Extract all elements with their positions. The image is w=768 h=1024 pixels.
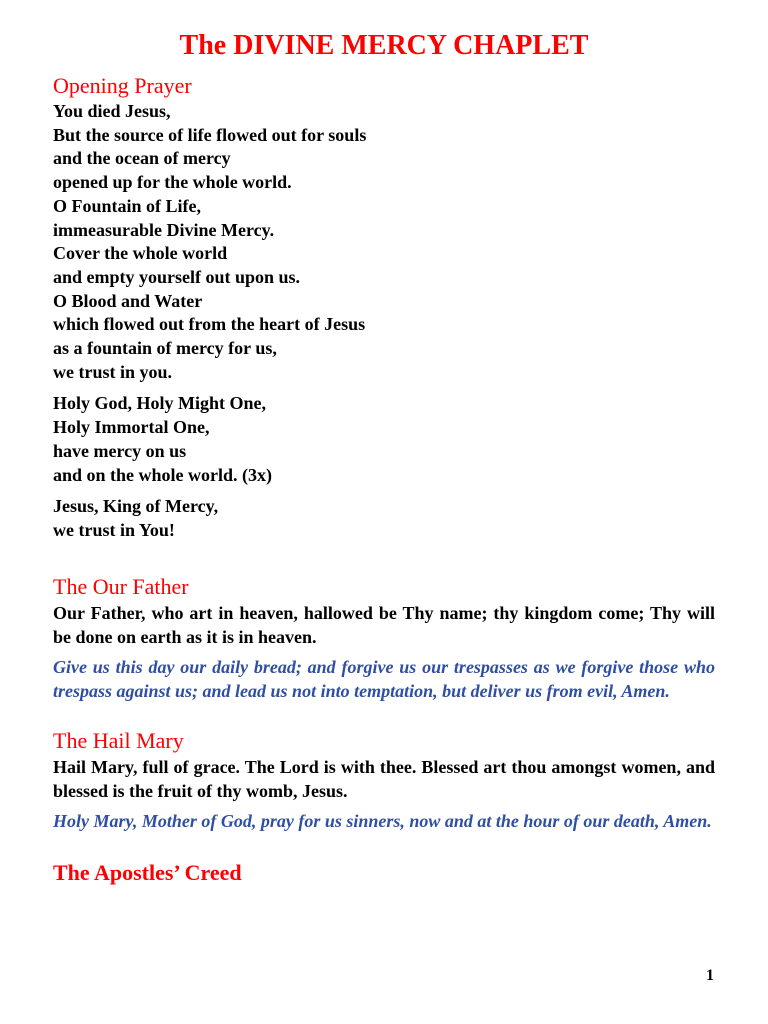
prayer-line: You died Jesus, — [53, 101, 171, 121]
our-father-response: Give us this day our daily bread; and forgive us our trespasses as we forgive those who trespass against us; and lead us not into temptation, but deliver us from evil, Amen. — [53, 656, 715, 701]
page-number: 1 — [706, 967, 714, 984]
apostles-creed-heading: The Apostles’ Creed — [53, 859, 242, 885]
opening-prayer-heading: Opening Prayer — [53, 73, 192, 98]
apostles-creed-section — [53, 859, 715, 887]
document-page — [53, 20, 715, 887]
document-title: The DIVINE MERCY CHAPLET — [179, 30, 589, 61]
our-father-text: Our Father, who art in heaven, hallowed be Thy name; thy kingdom come; Thy will be done on earth as it is in heaven. — [53, 602, 715, 647]
hail-mary-response: Holy Mary, Mother of God, pray for us sinners, now and at the hour of our death, Amen. — [53, 810, 712, 831]
prayer-line: which flowed out from the heart of Jesus — [53, 314, 366, 335]
our-father-heading: The Our Father — [53, 573, 189, 599]
prayer-line: and the ocean of mercy — [53, 148, 231, 169]
prayer-line: But the source of life flowed out for souls — [53, 124, 367, 145]
prayer-line: immeasurable Divine Mercy. — [53, 219, 275, 240]
prayer-line: have mercy on us — [53, 440, 187, 461]
hail-mary-heading: The Hail Mary — [53, 727, 184, 753]
opening-prayer-stanza-1 — [53, 100, 715, 384]
prayer-line: Jesus, King of Mercy, — [53, 496, 219, 517]
hail-mary-text: Hail Mary, full of grace. The Lord is with thee. Blessed art thou amongst women, and blessed is the fruit of thy womb, Jesus. — [53, 756, 715, 801]
opening-prayer-stanza-3 — [53, 495, 715, 542]
prayer-line: O Fountain of Life, — [53, 195, 202, 216]
prayer-line: Holy Immortal One, — [53, 417, 210, 438]
prayer-line: O Blood and Water — [53, 290, 203, 311]
prayer-line: and empty yourself out upon us. — [53, 266, 301, 287]
prayer-line: we trust in you. — [53, 361, 173, 382]
prayer-line: we trust in You! — [53, 519, 175, 540]
prayer-line: as a fountain of mercy for us, — [53, 338, 277, 359]
our-father-section — [53, 573, 715, 703]
hail-mary-section — [53, 727, 715, 833]
prayer-line: Holy God, Holy Might One, — [53, 393, 267, 414]
opening-prayer-stanza-2 — [53, 392, 715, 487]
opening-prayer-section — [53, 72, 715, 543]
prayer-line: Cover the whole world — [53, 243, 228, 264]
prayer-line: opened up for the whole world. — [53, 172, 292, 193]
prayer-line: and on the whole world. (3x) — [53, 464, 273, 485]
